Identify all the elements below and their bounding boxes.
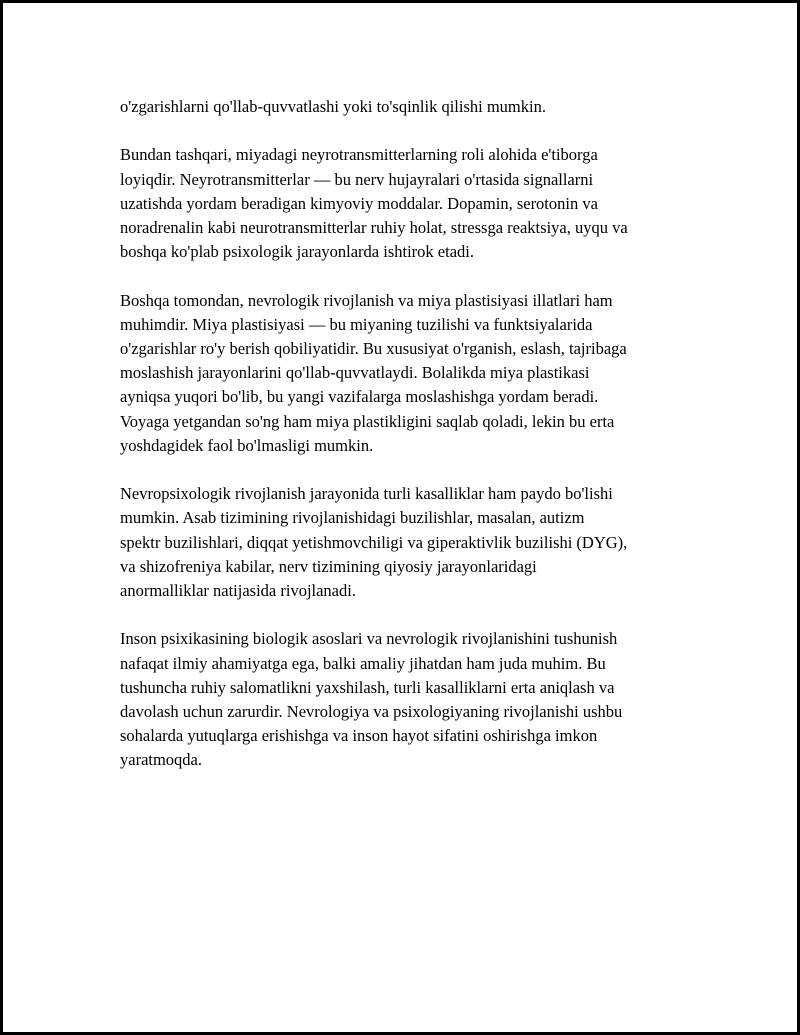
paragraph-2: Bundan tashqari, miyadagi neyrotransmitterlarning roli alohida e'tiborga loyiqdir. Neyrotransmitterlar — bu nerv hujayralari o'rtasida signallarni uzatishda yordam beradigan kimyoviy moddalar. Dopamin, serotonin va noradrenalin kabi neurotransmitterlar ruhiy holat, stressga reaktsiya, uyqu va boshqa ko'plab psixologik jarayonlarda ishtirok etadi. (120, 145, 628, 262)
document-body (120, 95, 692, 773)
paragraph-5: Inson psixikasining biologik asoslari va nevrologik rivojlanishini tushunish nafaqat ilmiy ahamiyatga ega, balki amaliy jihatdan ham juda muhim. Bu tushuncha ruhiy salomatlikni yaxshilash, turli kasalliklarni erta aniqlash va davolash uchun zarurdir. Nevrologiya va psixologiyaning rivojlanishi ushbu sohalarda yutuqlarga erishishga va inson hayot sifatini oshirishga imkon yaratmoqda. (120, 629, 623, 770)
paragraph-1: o'zgarishlarni qo'llab-quvvatlashi yoki to'sqinlik qilishi mumkin. (120, 97, 546, 116)
paragraph-3: Boshqa tomondan, nevrologik rivojlanish va miya plastisiyasi illatlari ham muhimdir. Miya plastisiyasi — bu miyaning tuzilishi va funktsiyalarida o'zgarishlar ro'y berish qobiliyatidir. Bu xususiyat o'rganish, eslash, tajribaga moslashish jarayonlarini qo'llab-quvvatlaydi. Bolalikda miya plastikasi ayniqsa yuqori bo'lib, bu yangi vazifalarga moslashishga yordam beradi. Voyaga yetgandan so'ng ham miya plastikligini saqlab qoladi, lekin bu erta yoshdagidek faol bo'lmasligi mumkin. (120, 290, 627, 455)
paragraph-4: Nevropsixologik rivojlanish jarayonida turli kasalliklar ham paydo bo'lishi mumkin. Asab tizimining rivojlanishidagi buzilishlar, masalan, autizm spektr buzilishlari, diqqat yetishmovchiligi va giperaktivlik buzilishi (DYG), va shizofreniya kabilar, nerv tizimining qiyosiy jarayonlaridagi anormalliklar natijasida rivojlanadi. (120, 484, 628, 601)
